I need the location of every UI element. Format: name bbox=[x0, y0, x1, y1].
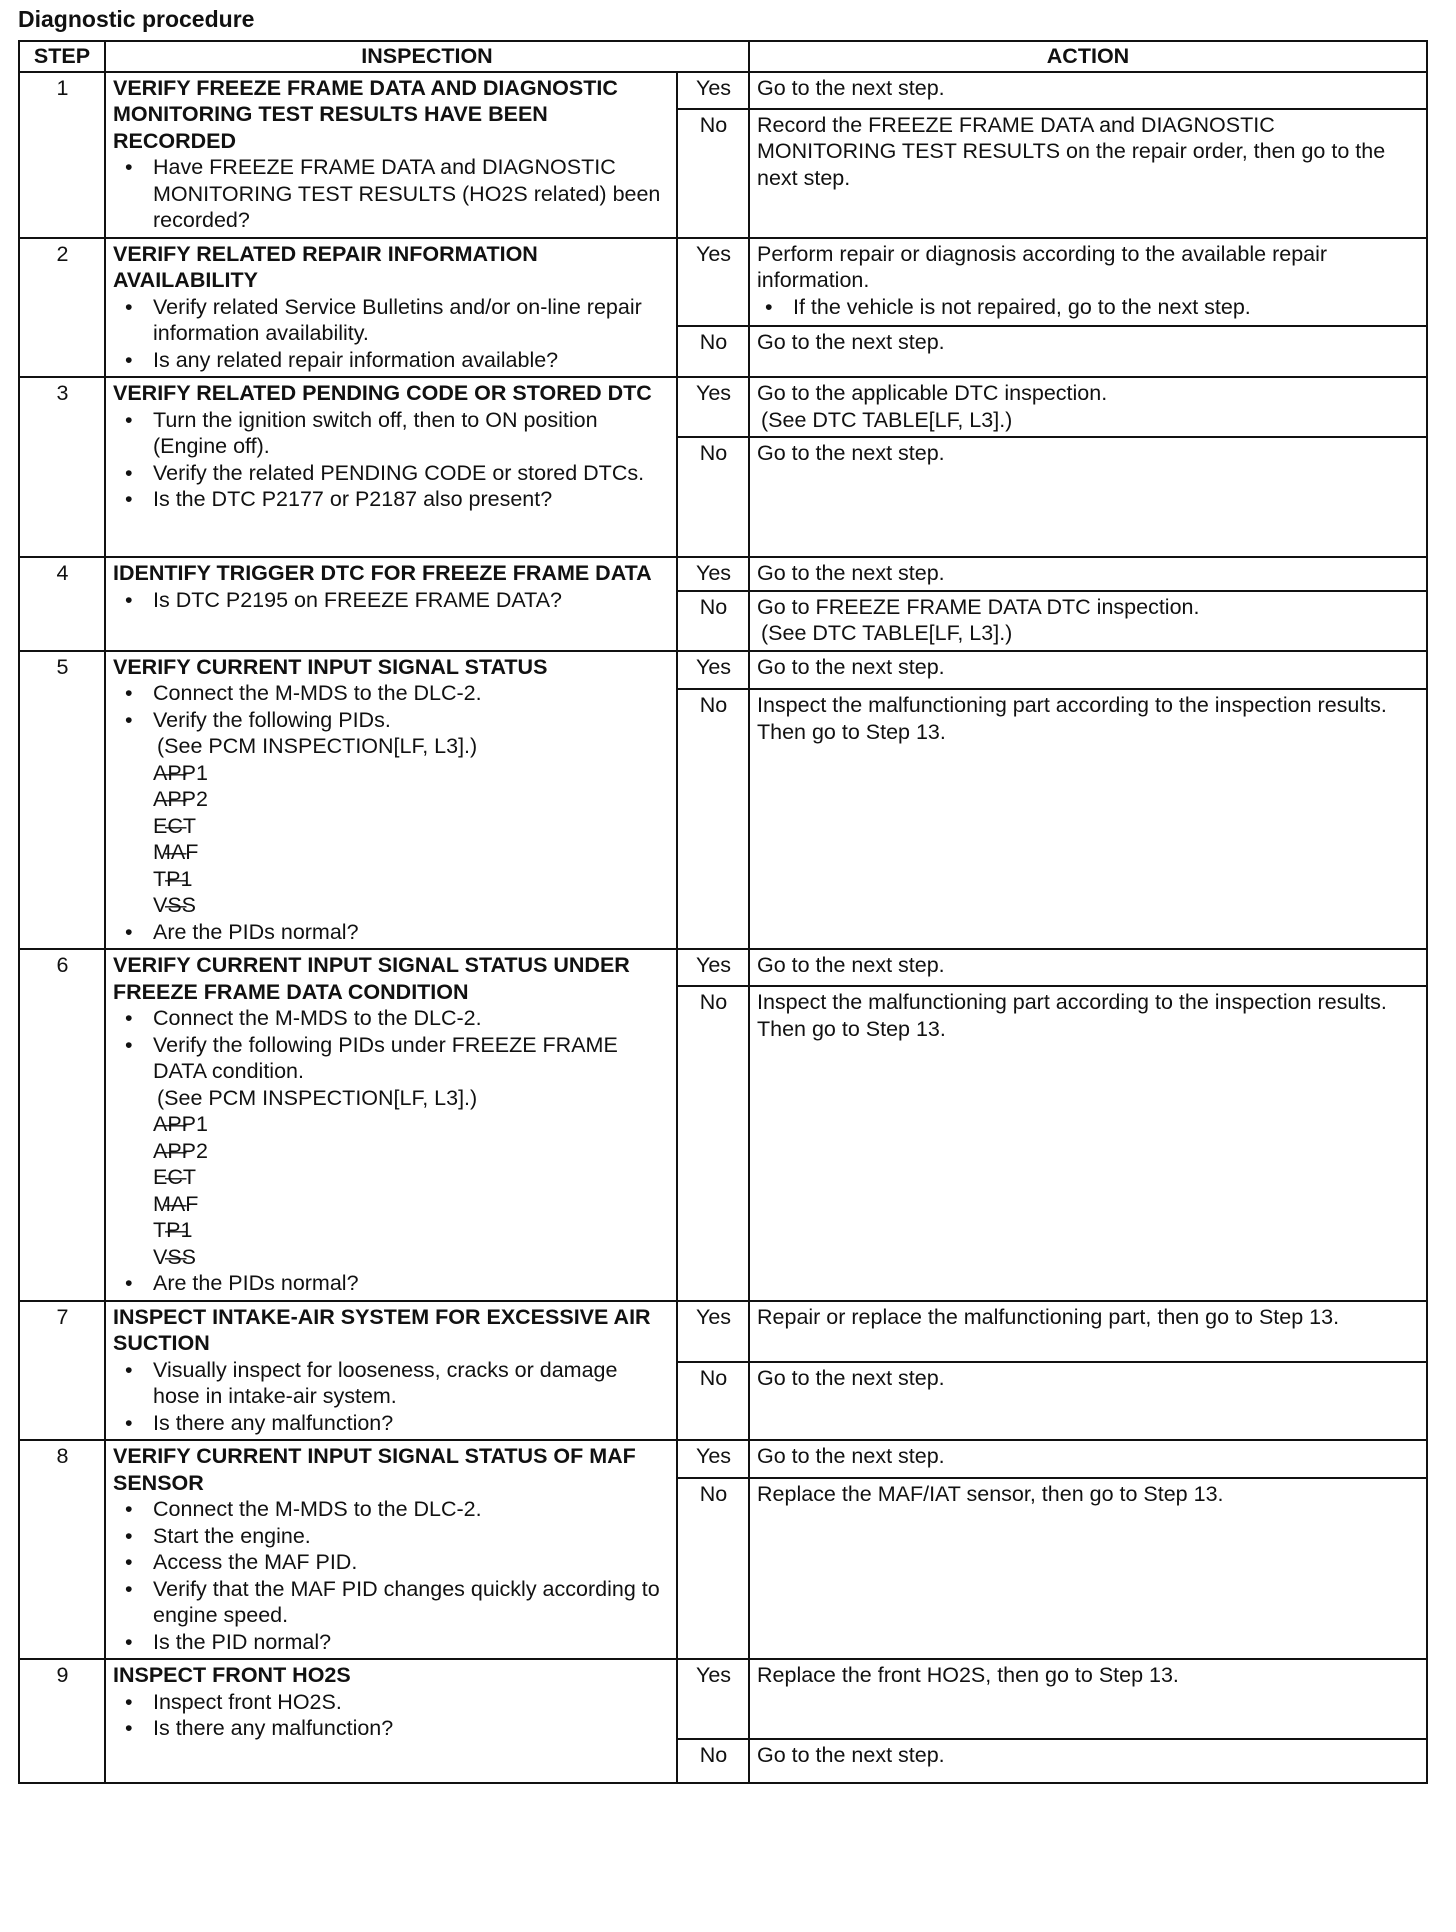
inspection-bullet: • Is the PID normal? bbox=[113, 1629, 670, 1656]
inspection-bullets bbox=[113, 1005, 670, 1297]
no-action bbox=[749, 326, 1427, 377]
no-action bbox=[749, 689, 1427, 949]
inspection-cell bbox=[105, 1301, 677, 1441]
yes-label: Yes bbox=[677, 238, 749, 326]
inspection-title: VERIFY CURRENT INPUT SIGNAL STATUS UNDER FREEZE FRAME DATA CONDITION bbox=[113, 953, 630, 1004]
yes-action-bullet: • If the vehicle is not repaired, go to the next step. bbox=[757, 294, 1420, 321]
no-action-text: Replace the MAF/IAT sensor, then go to Step 13. bbox=[757, 1481, 1224, 1506]
inspection-bullets bbox=[113, 154, 670, 234]
pid-item: — APP1 bbox=[153, 760, 670, 787]
yes-action bbox=[749, 1440, 1427, 1478]
table-body bbox=[19, 72, 1427, 1784]
yes-action-text: Replace the front HO2S, then go to Step 13. bbox=[757, 1663, 1179, 1687]
inspection-cell bbox=[105, 651, 677, 950]
no-label: No bbox=[677, 1478, 749, 1659]
pid-item: — MAF bbox=[153, 1191, 670, 1218]
yes-label: Yes bbox=[677, 72, 749, 109]
inspection-bullet: • Are the PIDs normal? bbox=[113, 1270, 670, 1297]
inspection-bullets bbox=[113, 1496, 670, 1655]
step-number: 4 bbox=[19, 557, 105, 651]
inspection-bullet: • Verify related Service Bulletins and/or on-line repair information availability. bbox=[113, 294, 670, 347]
yes-action bbox=[749, 72, 1427, 109]
no-action-text-2: Then go to Step 13. bbox=[757, 1016, 946, 1041]
pid-item: — ECT bbox=[153, 813, 670, 840]
table-row bbox=[19, 651, 1427, 690]
inspection-bullet: • Is DTC P2195 on FREEZE FRAME DATA? bbox=[113, 587, 670, 614]
inspection-bullet: • Start the engine. bbox=[113, 1523, 670, 1550]
table-row bbox=[19, 238, 1427, 326]
no-action bbox=[749, 1362, 1427, 1440]
see-reference: (See PCM INSPECTION[LF, L3].) bbox=[157, 1085, 478, 1110]
no-action-text: Go to the next step. bbox=[757, 1743, 945, 1767]
pid-list bbox=[153, 1111, 670, 1270]
step-number: 1 bbox=[19, 72, 105, 238]
no-label: No bbox=[677, 1739, 749, 1783]
no-action bbox=[749, 1478, 1427, 1659]
inspection-bullet: • Turn the ignition switch off, then to ON position (Engine off). bbox=[113, 407, 670, 460]
step-number: 7 bbox=[19, 1301, 105, 1441]
table-row bbox=[19, 1301, 1427, 1363]
yes-action bbox=[749, 1301, 1427, 1363]
yes-label: Yes bbox=[677, 1659, 749, 1739]
inspection-bullets bbox=[113, 407, 670, 513]
inspection-title: IDENTIFY TRIGGER DTC FOR FREEZE FRAME DATA bbox=[113, 561, 652, 585]
no-label: No bbox=[677, 437, 749, 557]
header-step: STEP bbox=[19, 41, 105, 72]
no-label: No bbox=[677, 326, 749, 377]
inspection-bullet: • Have FREEZE FRAME DATA and DIAGNOSTIC MONITORING TEST RESULTS (HO2S related) been recorded? bbox=[113, 154, 670, 234]
no-action bbox=[749, 1739, 1427, 1783]
yes-action bbox=[749, 949, 1427, 986]
pid-item: — APP2 bbox=[153, 1138, 670, 1165]
no-action-reference: (See DTC TABLE[LF, L3].) bbox=[761, 621, 1013, 645]
yes-action bbox=[749, 1659, 1427, 1739]
no-action bbox=[749, 591, 1427, 651]
inspection-title: VERIFY CURRENT INPUT SIGNAL STATUS bbox=[113, 654, 548, 679]
yes-label: Yes bbox=[677, 949, 749, 986]
inspection-bullet: • Inspect front HO2S. bbox=[113, 1689, 670, 1716]
table-row bbox=[19, 377, 1427, 437]
inspection-cell bbox=[105, 1440, 677, 1659]
yes-action-text: Perform repair or diagnosis according to the available repair information. bbox=[757, 241, 1328, 292]
diagnostic-procedure-table bbox=[18, 40, 1428, 1784]
pid-block bbox=[113, 733, 670, 919]
inspection-bullet: • Visually inspect for looseness, cracks or damage hose in intake-air system. bbox=[113, 1357, 670, 1410]
inspection-bullet: • Is there any malfunction? bbox=[113, 1410, 670, 1437]
inspection-bullet: • Connect the M-MDS to the DLC-2. bbox=[113, 1496, 670, 1523]
pid-list bbox=[153, 760, 670, 919]
yes-action bbox=[749, 377, 1427, 437]
inspection-bullet: • Is any related repair information available? bbox=[113, 347, 670, 374]
no-action-text: Go to the next step. bbox=[757, 329, 945, 354]
see-reference: (See PCM INSPECTION[LF, L3].) bbox=[157, 734, 478, 758]
inspection-bullet: • Verify the following PIDs. bbox=[113, 707, 670, 734]
inspection-title: VERIFY FREEZE FRAME DATA AND DIAGNOSTIC MONITORING TEST RESULTS HAVE BEEN RECORDED bbox=[113, 75, 618, 153]
no-label: No bbox=[677, 986, 749, 1300]
yes-action-text: Go to the next step. bbox=[757, 654, 945, 679]
yes-action-text: Repair or replace the malfunctioning part, then go to Step 13. bbox=[757, 1304, 1340, 1329]
no-action bbox=[749, 109, 1427, 238]
no-action-text: Inspect the malfunctioning part according to the inspection results. bbox=[757, 990, 1387, 1015]
inspection-bullet: • Is there any malfunction? bbox=[113, 1715, 670, 1742]
inspection-bullet: • Access the MAF PID. bbox=[113, 1549, 670, 1576]
table-row bbox=[19, 72, 1427, 109]
no-action-text: Inspect the malfunctioning part according to the inspection results. bbox=[757, 693, 1387, 718]
inspection-bullet: • Verify the following PIDs under FREEZE FRAME DATA condition. bbox=[113, 1032, 670, 1085]
yes-action-text: Go to the next step. bbox=[757, 953, 945, 977]
pid-item: — APP2 bbox=[153, 786, 670, 813]
inspection-cell bbox=[105, 557, 677, 651]
no-action-text: Go to the next step. bbox=[757, 441, 945, 465]
yes-action-text: Go to the next step. bbox=[757, 1444, 945, 1468]
yes-action-text: Go to the applicable DTC inspection. bbox=[757, 381, 1108, 405]
pid-block bbox=[113, 1085, 670, 1271]
yes-action bbox=[749, 651, 1427, 690]
yes-action-text: Go to the next step. bbox=[757, 75, 945, 100]
inspection-cell bbox=[105, 377, 677, 557]
inspection-bullets bbox=[113, 1689, 670, 1742]
yes-label: Yes bbox=[677, 1301, 749, 1363]
header-inspection: INSPECTION bbox=[105, 41, 749, 72]
inspection-title: VERIFY CURRENT INPUT SIGNAL STATUS OF MAF SENSOR bbox=[113, 1444, 636, 1495]
inspection-bullets bbox=[113, 680, 670, 945]
step-number: 5 bbox=[19, 651, 105, 950]
pid-item: — VSS bbox=[153, 892, 670, 919]
inspection-bullets bbox=[113, 294, 670, 374]
inspection-bullet: • Is the DTC P2177 or P2187 also present? bbox=[113, 486, 670, 513]
step-number: 8 bbox=[19, 1440, 105, 1659]
yes-action bbox=[749, 238, 1427, 326]
no-label: No bbox=[677, 591, 749, 651]
inspection-title: INSPECT INTAKE-AIR SYSTEM FOR EXCESSIVE AIR SUCTION bbox=[113, 1304, 651, 1355]
table-row bbox=[19, 557, 1427, 591]
no-label: No bbox=[677, 689, 749, 949]
yes-action-bullets bbox=[757, 294, 1420, 321]
pid-item: — ECT bbox=[153, 1164, 670, 1191]
yes-label: Yes bbox=[677, 651, 749, 690]
no-action-text: Go to FREEZE FRAME DATA DTC inspection. bbox=[757, 594, 1200, 619]
inspection-cell bbox=[105, 72, 677, 238]
table-row bbox=[19, 1659, 1427, 1739]
no-action-text-2: Then go to Step 13. bbox=[757, 719, 946, 744]
inspection-bullet: • Verify the related PENDING CODE or stored DTCs. bbox=[113, 460, 670, 487]
no-label: No bbox=[677, 1362, 749, 1440]
inspection-cell bbox=[105, 949, 677, 1301]
header-action: ACTION bbox=[749, 41, 1427, 72]
inspection-bullet: • Verify that the MAF PID changes quickly according to engine speed. bbox=[113, 1576, 670, 1629]
inspection-title: VERIFY RELATED REPAIR INFORMATION AVAILABILITY bbox=[113, 241, 538, 292]
yes-action-text: Go to the next step. bbox=[757, 561, 945, 585]
inspection-title: VERIFY RELATED PENDING CODE OR STORED DTC bbox=[113, 381, 652, 405]
inspection-title: INSPECT FRONT HO2S bbox=[113, 1663, 351, 1687]
step-number: 9 bbox=[19, 1659, 105, 1783]
inspection-bullet: • Connect the M-MDS to the DLC-2. bbox=[113, 680, 670, 707]
yes-action-reference: (See DTC TABLE[LF, L3].) bbox=[761, 407, 1013, 432]
inspection-bullets bbox=[113, 1357, 670, 1437]
yes-label: Yes bbox=[677, 557, 749, 591]
step-number: 3 bbox=[19, 377, 105, 557]
yes-label: Yes bbox=[677, 1440, 749, 1478]
no-label: No bbox=[677, 109, 749, 238]
table-row bbox=[19, 949, 1427, 986]
yes-label: Yes bbox=[677, 377, 749, 437]
page-title: Diagnostic procedure bbox=[18, 6, 255, 32]
inspection-cell bbox=[105, 1659, 677, 1783]
table-header-row bbox=[19, 41, 1427, 72]
pid-item: — MAF bbox=[153, 839, 670, 866]
no-action-text: Go to the next step. bbox=[757, 1366, 945, 1391]
no-action-text: Record the FREEZE FRAME DATA and DIAGNOSTIC MONITORING TEST RESULTS on the repair order, then go to the next step. bbox=[757, 112, 1386, 190]
inspection-bullet: • Are the PIDs normal? bbox=[113, 919, 670, 946]
inspection-bullet: • Connect the M-MDS to the DLC-2. bbox=[113, 1005, 670, 1032]
pid-item: — TP1 bbox=[153, 866, 670, 893]
pid-item: — APP1 bbox=[153, 1111, 670, 1138]
step-number: 6 bbox=[19, 949, 105, 1301]
step-number: 2 bbox=[19, 238, 105, 378]
no-action bbox=[749, 986, 1427, 1300]
yes-action bbox=[749, 557, 1427, 591]
table-row bbox=[19, 1440, 1427, 1478]
pid-item: — VSS bbox=[153, 1244, 670, 1271]
no-action bbox=[749, 437, 1427, 557]
pid-item: — TP1 bbox=[153, 1217, 670, 1244]
inspection-bullets bbox=[113, 587, 670, 614]
inspection-cell bbox=[105, 238, 677, 378]
